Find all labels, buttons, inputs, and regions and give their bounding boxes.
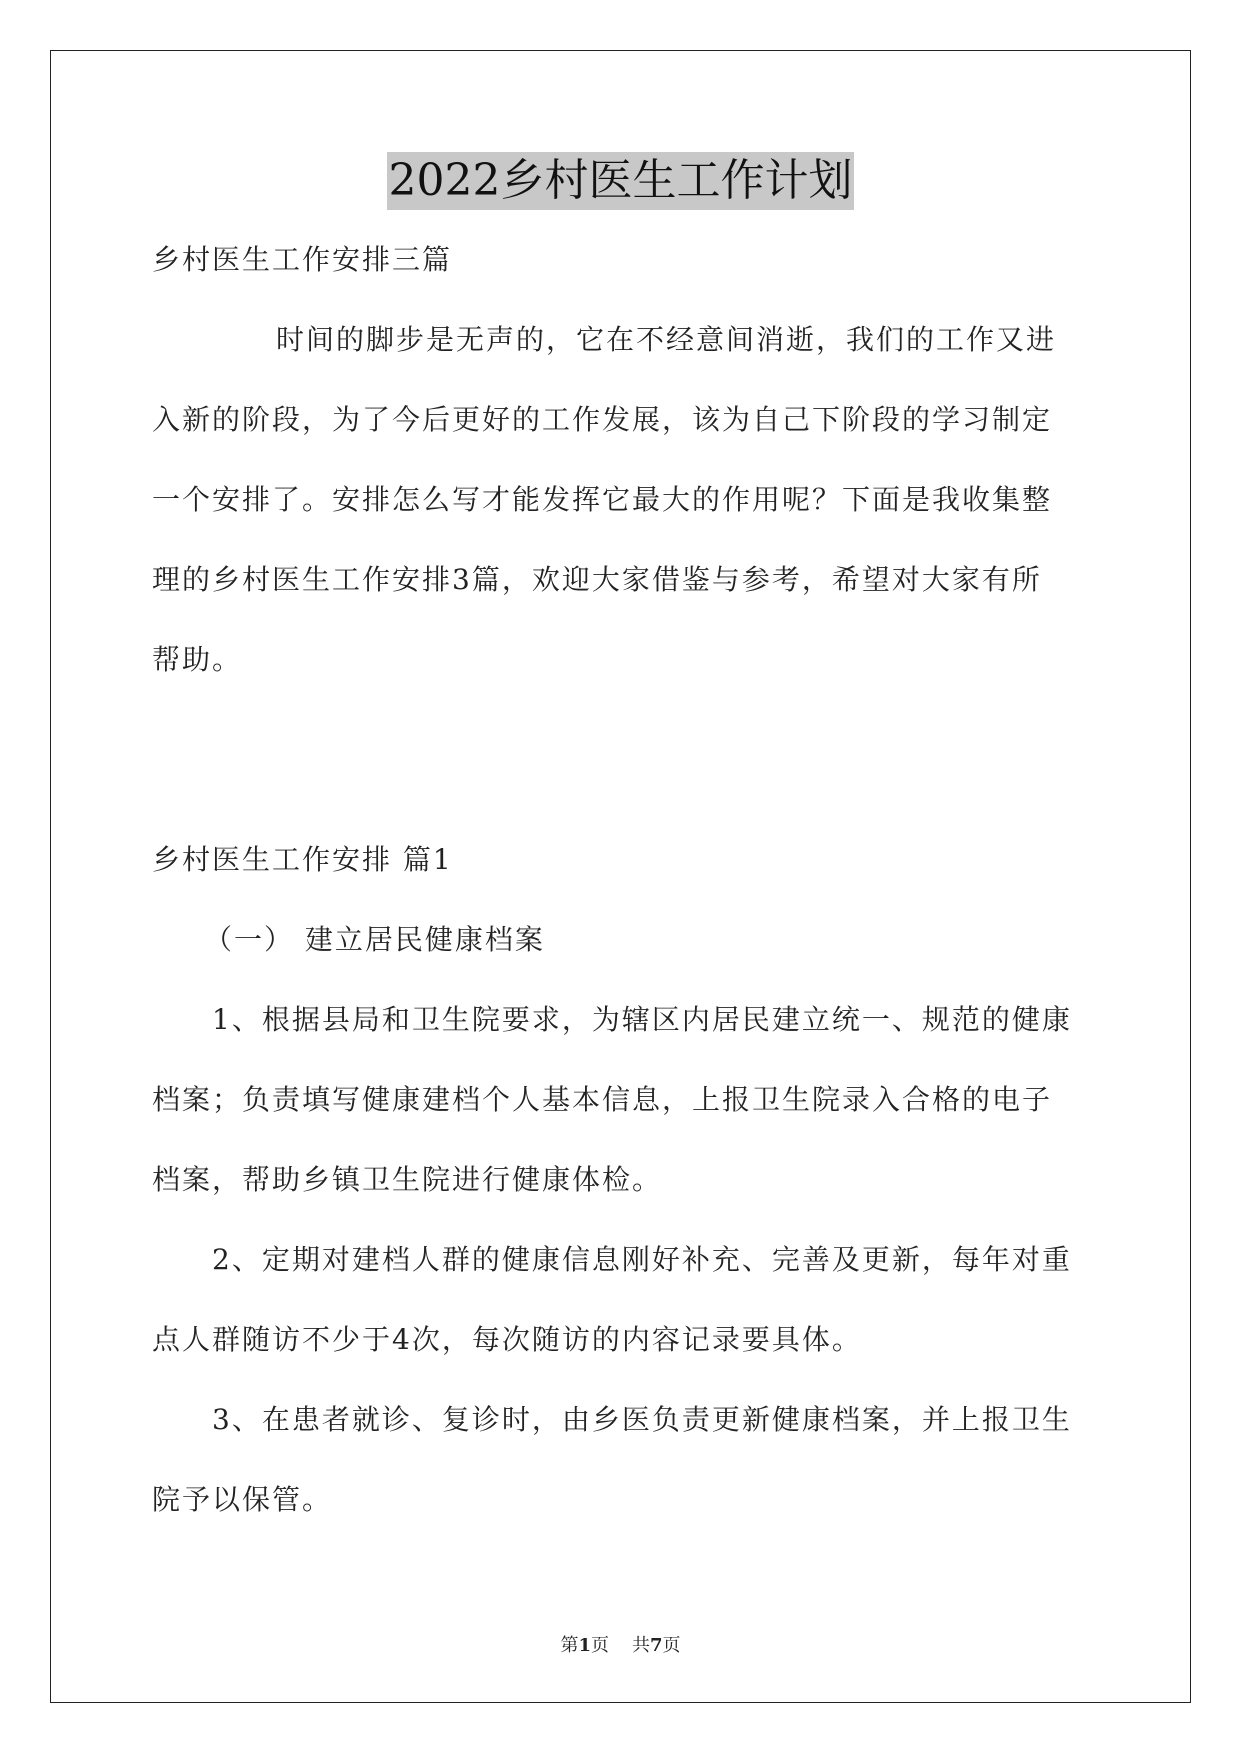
footer-page-prefix: 第 bbox=[560, 1635, 579, 1656]
item-1-line-3: 档案，帮助乡镇卫生院进行健康体检。 bbox=[152, 1163, 663, 1196]
footer-total-prefix: 共 bbox=[631, 1635, 650, 1656]
intro-line-4: 理的乡村医生工作安排3篇，欢迎大家借鉴与参考，希望对大家有所 bbox=[152, 563, 1042, 596]
item-3-line-2: 院予以保管。 bbox=[152, 1483, 333, 1516]
footer-total-suffix: 页 bbox=[662, 1635, 681, 1656]
footer-page-number: 1 bbox=[578, 1635, 592, 1656]
intro-line-1: 时间的脚步是无声的，它在不经意间消逝，我们的工作又进 bbox=[276, 323, 1057, 356]
page-footer bbox=[0, 1631, 1241, 1657]
footer-total-pages: 7 bbox=[649, 1635, 663, 1656]
intro-line-5: 帮助。 bbox=[152, 643, 243, 676]
item-1-line-2: 档案；负责填写健康建档个人基本信息，上报卫生院录入合格的电子 bbox=[152, 1083, 1053, 1116]
document-title: 2022乡村医生工作计划 bbox=[387, 152, 855, 210]
item-3-line-1: 3、在患者就诊、复诊时，由乡医负责更新健康档案，并上报卫生 bbox=[212, 1403, 1072, 1436]
item-1-line-1: 1、根据县局和卫生院要求，为辖区内居民建立统一、规范的健康 bbox=[212, 1003, 1072, 1036]
intro-line-3: 一个安排了。安排怎么写才能发挥它最大的作用呢？下面是我收集整 bbox=[152, 483, 1053, 516]
document-subtitle: 乡村医生工作安排三篇 bbox=[152, 243, 453, 276]
intro-line-2: 入新的阶段，为了今后更好的工作发展，该为自己下阶段的学习制定 bbox=[152, 403, 1053, 436]
item-2-line-2: 点人群随访不少于4次，每次随访的内容记录要具体。 bbox=[152, 1323, 862, 1356]
title-wrap bbox=[0, 152, 1241, 210]
sub-heading: （一） 建立居民健康档案 bbox=[204, 923, 545, 956]
section-heading: 乡村医生工作安排 篇1 bbox=[152, 843, 453, 876]
footer-page-suffix: 页 bbox=[591, 1635, 610, 1656]
item-2-line-1: 2、定期对建档人群的健康信息刚好补充、完善及更新，每年对重 bbox=[212, 1243, 1072, 1276]
